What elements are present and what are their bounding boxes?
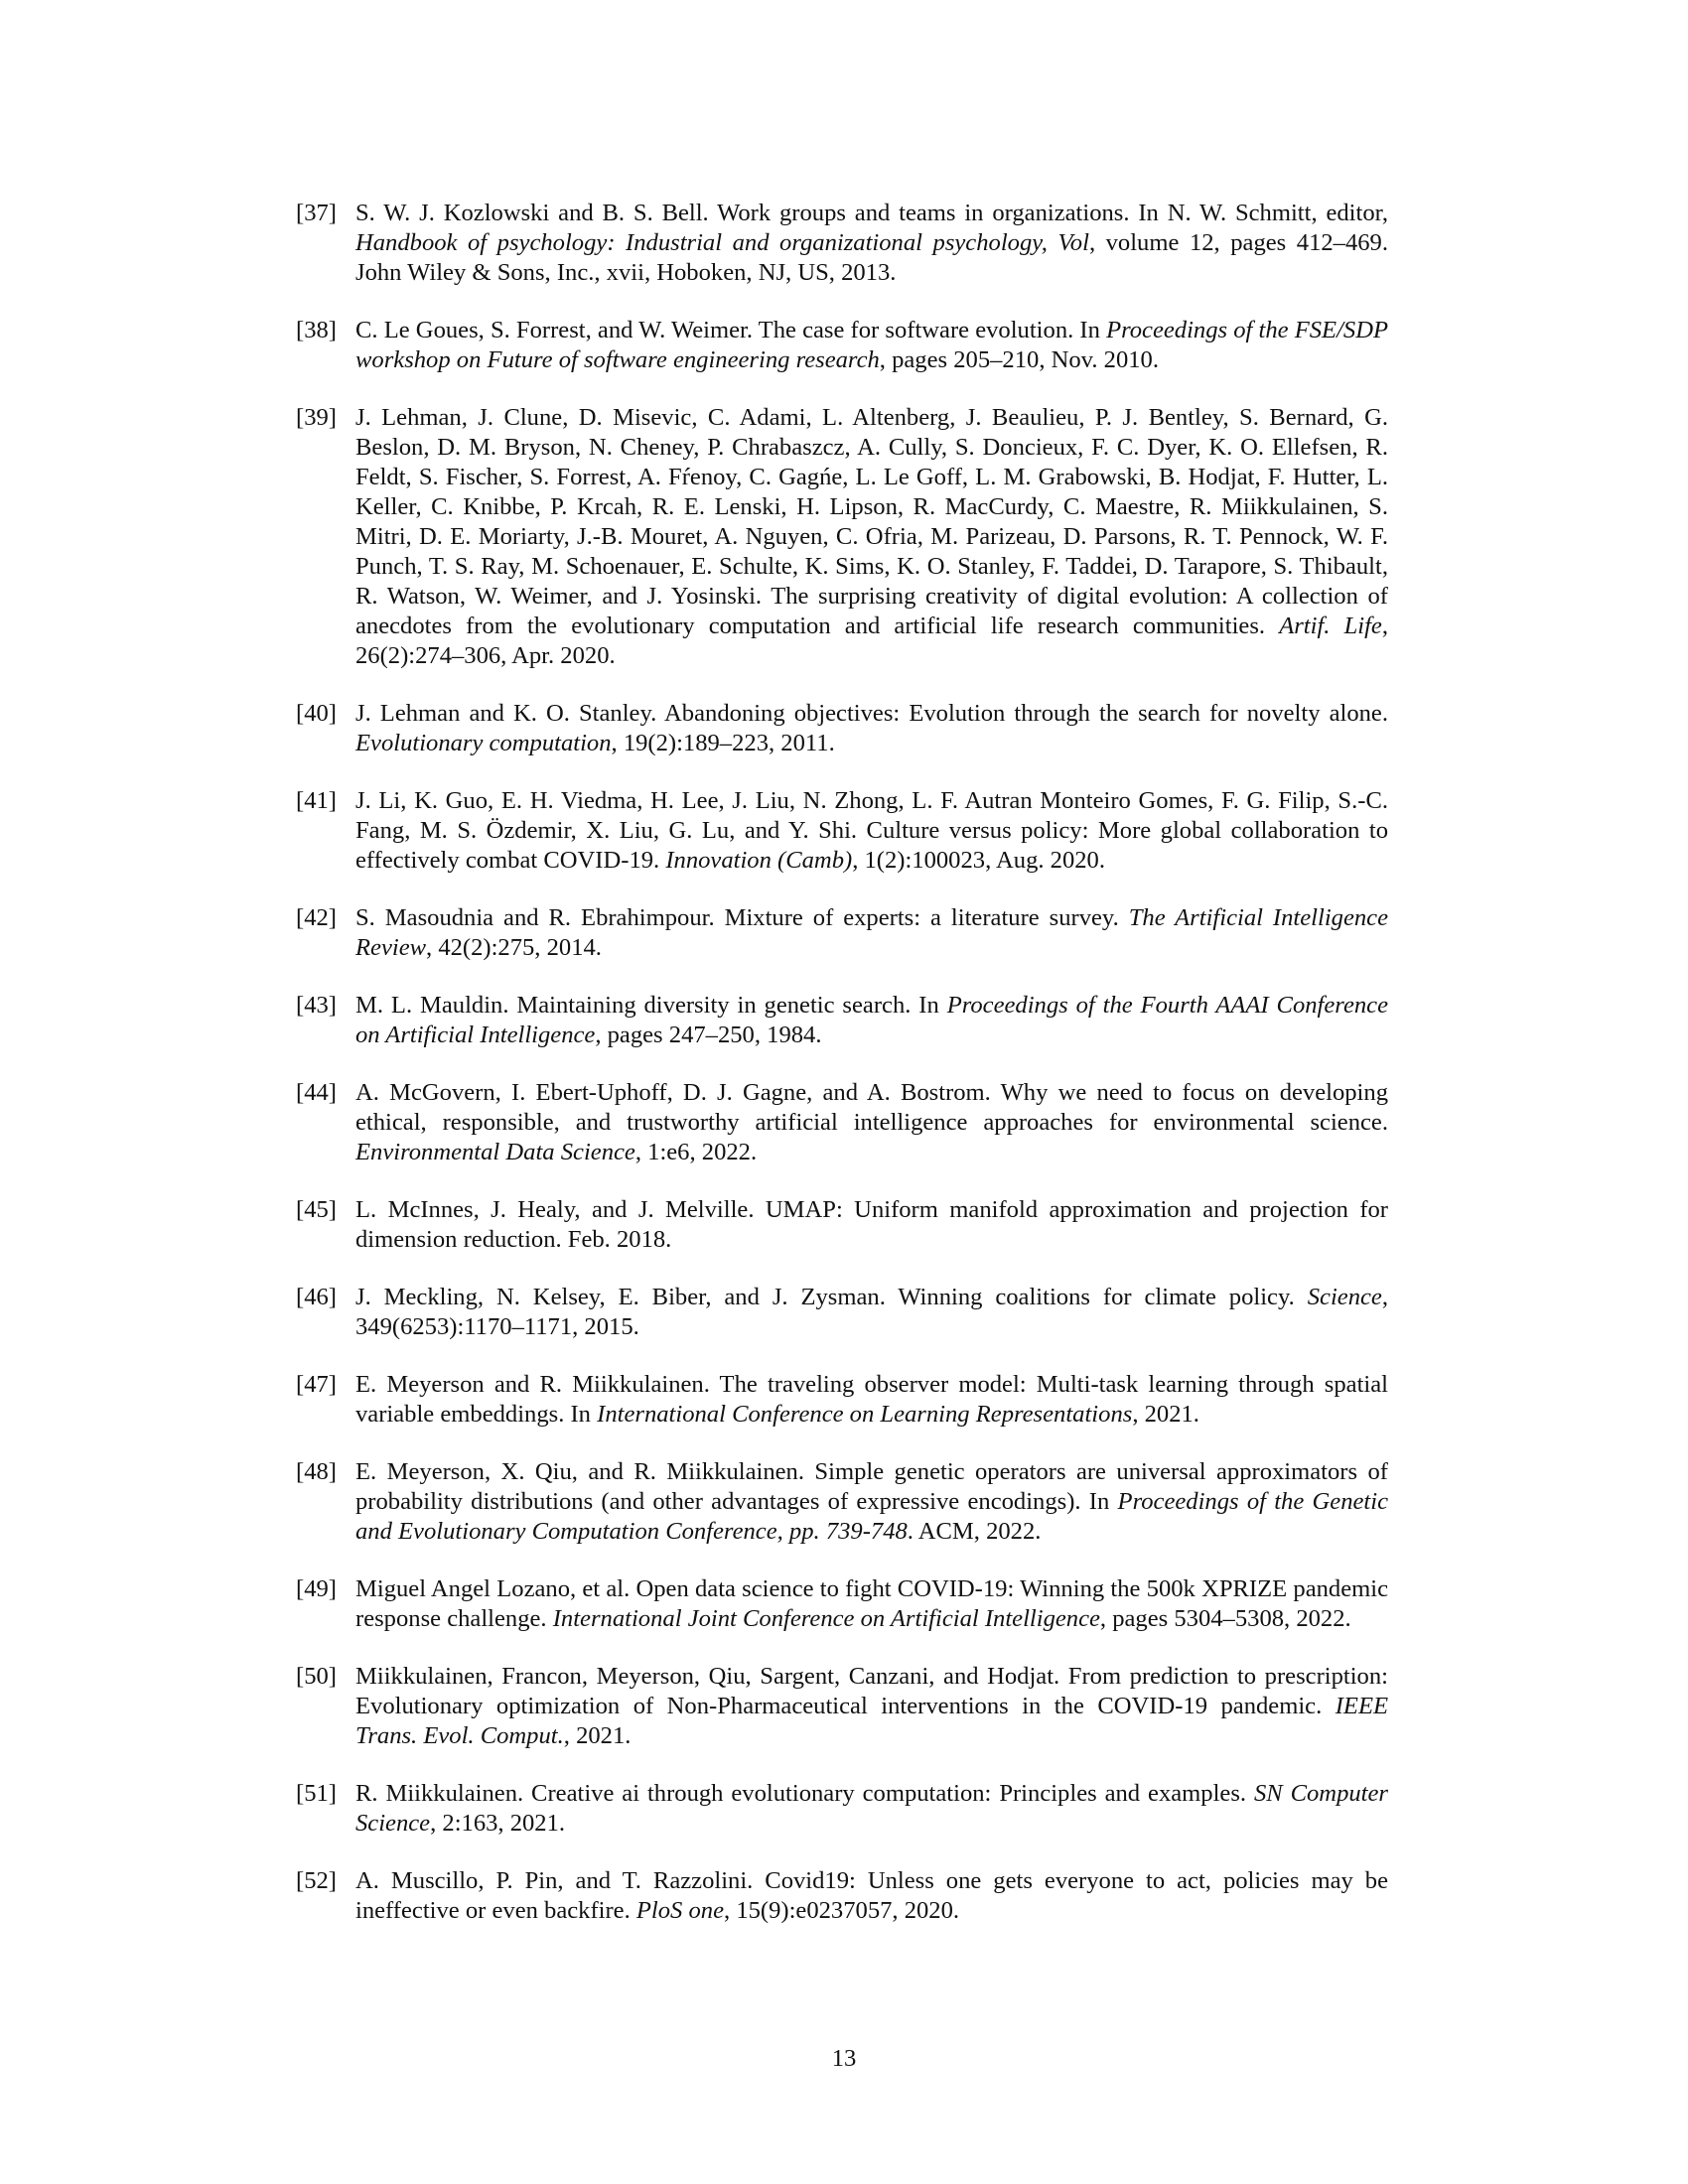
- reference-entry: [296, 199, 1388, 288]
- reference-venue: Artif. Life: [1279, 613, 1382, 639]
- reference-text: [355, 316, 1388, 375]
- reference-segment: , volume 12, pages 412–469. John Wiley & Sons, Inc., xvii, Hoboken, NJ, US, 2013.: [355, 229, 1388, 286]
- reference-entry: [296, 1078, 1388, 1167]
- reference-entry: [296, 699, 1388, 758]
- reference-venue: PloS one: [635, 1897, 725, 1924]
- reference-entry: [296, 1195, 1388, 1255]
- reference-text: [355, 1370, 1388, 1430]
- reference-venue: Innovation (Camb): [665, 847, 853, 874]
- reference-venue: Environmental Data Science: [355, 1139, 635, 1165]
- reference-number: [39]: [296, 404, 337, 431]
- reference-segment: , 2:163, 2021.: [430, 1810, 566, 1837]
- reference-number: [37]: [296, 200, 337, 226]
- reference-number: [41]: [296, 787, 337, 814]
- reference-text: [355, 1078, 1388, 1167]
- reference-number: [38]: [296, 317, 337, 343]
- reference-segment: J. Meckling, N. Kelsey, E. Biber, and J. Zysman. Winning coalitions for climate policy.: [355, 1284, 1308, 1310]
- reference-segment: R. Miikkulainen. Creative ai through evolutionary computation: Principles and examples.: [355, 1780, 1254, 1807]
- reference-segment: , 2021.: [563, 1722, 632, 1749]
- reference-segment: , 19(2):189–223, 2011.: [611, 730, 835, 756]
- reference-entry: [296, 403, 1388, 671]
- reference-segment: S. Masoudnia and R. Ebrahimpour. Mixture of experts: a literature survey.: [355, 904, 1129, 931]
- reference-segment: Miguel Angel Lozano, et al. Open data science to fight COVID-19: Winning the 500k XPRIZE pandemic response challenge.: [355, 1575, 1388, 1632]
- reference-segment: E. Meyerson, X. Qiu, and R. Miikkulainen. Simple genetic operators are universal approximators of probability distributions (and other advantages of expressive encodings). In: [355, 1458, 1388, 1515]
- reference-entry: [296, 903, 1388, 963]
- reference-text: [355, 1195, 1388, 1255]
- reference-text: [355, 199, 1388, 288]
- reference-text: [355, 1574, 1388, 1634]
- reference-segment: M. L. Mauldin. Maintaining diversity in genetic search. In: [355, 992, 947, 1019]
- reference-segment: , pages 5304–5308, 2022.: [1099, 1605, 1351, 1632]
- reference-segment: , 1(2):100023, Aug. 2020.: [852, 847, 1105, 874]
- reference-entry: [296, 786, 1388, 876]
- reference-venue: Proceedings of the Fourth AAAI Conference on Artificial Intelligence: [355, 992, 1388, 1048]
- reference-text: [355, 1779, 1388, 1839]
- reference-number: [44]: [296, 1079, 337, 1106]
- reference-text: [355, 403, 1388, 671]
- reference-number: [48]: [296, 1458, 337, 1485]
- reference-list: [296, 199, 1388, 1954]
- reference-entry: [296, 1866, 1388, 1926]
- reference-text: [355, 1457, 1388, 1547]
- reference-segment: S. W. J. Kozlowski and B. S. Bell. Work groups and teams in organizations. In N. W. Schmitt, editor,: [355, 200, 1388, 226]
- reference-segment: J. Li, K. Guo, E. H. Viedma, H. Lee, J. Liu, N. Zhong, L. F. Autran Monteiro Gomes, F. G. Filip, S.-C. Fang, M. S. Özdemir, X. Liu, G. Lu, and Y. Shi. Culture versus policy: More global collaboration to effectively combat COVID-19.: [355, 787, 1388, 874]
- reference-number: [49]: [296, 1575, 337, 1602]
- reference-segment: , 42(2):275, 2014.: [426, 934, 602, 961]
- reference-number: [45]: [296, 1196, 337, 1223]
- reference-entry: [296, 1457, 1388, 1547]
- reference-segment: , 15(9):e0237057, 2020.: [724, 1897, 960, 1924]
- reference-venue: International Joint Conference on Artificial Intelligence: [552, 1605, 1100, 1632]
- reference-text: [355, 786, 1388, 876]
- reference-text: [355, 699, 1388, 758]
- reference-segment: E. Meyerson and R. Miikkulainen. The traveling observer model: Multi-task learning through spatial variable embeddings. In: [355, 1371, 1388, 1428]
- reference-venue: International Conference on Learning Representations: [597, 1401, 1133, 1428]
- reference-segment: J. Lehman, J. Clune, D. Misevic, C. Adami, L. Altenberg, J. Beaulieu, P. J. Bentley, S. Bernard, G. Beslon, D. M. Bryson, N. Cheney, P. Chrabaszcz, A. Cully, S. Doncieux, F. C. Dyer, K. O. Ellefsen, R. Feldt, S. Fischer, S. Forrest, A. Fŕenoy, C. Gagńe, L. Le Goff, L. M. Grabowski, B. Hodjat, F. Hutter, L. Keller, C. Knibbe, P. Krcah, R. E. Lenski, H. Lipson, R. MacCurdy, C. Maestre, R. Miikkulainen, S. Mitri, D. E. Moriarty, J.-B. Mouret, A. Nguyen, C. Ofria, M. Parizeau, D. Parsons, R. T. Pennock, W. F. Punch, T. S. Ray, M. Schoenauer, E. Schulte, K. Sims, K. O. Stanley, F. Taddei, D. Tarapore, S. Thibault, R. Watson, W. Weimer, and J. Yosinski. The surprising creativity of digital evolution: A collection of anecdotes from the evolutionary computation and artificial life research communities.: [355, 404, 1388, 639]
- reference-segment: L. McInnes, J. Healy, and J. Melville. UMAP: Uniform manifold approximation and projection for dimension reduction. Feb. 2018.: [355, 1196, 1388, 1253]
- reference-segment: . ACM, 2022.: [907, 1518, 1042, 1545]
- reference-text: [355, 1866, 1388, 1926]
- reference-entry: [296, 1574, 1388, 1634]
- reference-segment: C. Le Goues, S. Forrest, and W. Weimer. The case for software evolution. In: [355, 317, 1107, 343]
- reference-text: [355, 903, 1388, 963]
- reference-venue: SN Computer Science: [355, 1780, 1388, 1837]
- reference-number: [50]: [296, 1663, 337, 1690]
- reference-segment: A. Muscillo, P. Pin, and T. Razzolini. Covid19: Unless one gets everyone to act, policies may be ineffective or even backfire.: [355, 1867, 1388, 1924]
- reference-number: [46]: [296, 1284, 337, 1310]
- reference-entry: [296, 1283, 1388, 1342]
- reference-text: [355, 1662, 1388, 1751]
- reference-segment: , 1:e6, 2022.: [634, 1139, 758, 1165]
- reference-number: [52]: [296, 1867, 337, 1894]
- reference-entry: [296, 316, 1388, 375]
- reference-segment: , pages 247–250, 1984.: [595, 1022, 822, 1048]
- reference-venue: Evolutionary computation: [355, 730, 612, 756]
- reference-venue: Science: [1307, 1284, 1382, 1310]
- reference-segment: Miikkulainen, Francon, Meyerson, Qiu, Sargent, Canzani, and Hodjat. From prediction to prescription: Evolutionary optimization of Non-Pharmaceutical interventions in the COVID-19 pandemic.: [355, 1663, 1388, 1719]
- reference-entry: [296, 1662, 1388, 1751]
- reference-number: [40]: [296, 700, 337, 727]
- reference-segment: , 349(6253):1170–1171, 2015.: [355, 1284, 1388, 1340]
- reference-venue: IEEE Trans. Evol. Comput.: [355, 1693, 1388, 1749]
- reference-number: [47]: [296, 1371, 337, 1398]
- reference-number: [43]: [296, 992, 337, 1019]
- reference-text: [355, 1283, 1388, 1342]
- reference-segment: , 2021.: [1132, 1401, 1199, 1428]
- reference-segment: J. Lehman and K. O. Stanley. Abandoning objectives: Evolution through the search for novelty alone.: [355, 700, 1388, 727]
- reference-venue: Handbook of psychology: Industrial and organizational psychology, Vol: [355, 229, 1089, 256]
- reference-text: [355, 991, 1388, 1050]
- reference-venue: Proceedings of the FSE/SDP workshop on Future of software engineering research: [355, 317, 1388, 373]
- page-number: 13: [831, 2045, 857, 2072]
- reference-entry: [296, 991, 1388, 1050]
- reference-segment: , 26(2):274–306, Apr. 2020.: [355, 613, 1388, 669]
- reference-number: [51]: [296, 1780, 337, 1807]
- reference-entry: [296, 1370, 1388, 1430]
- reference-venue: Proceedings of the Genetic and Evolutionary Computation Conference, pp. 739-748: [355, 1488, 1388, 1545]
- reference-segment: A. McGovern, I. Ebert-Uphoff, D. J. Gagne, and A. Bostrom. Why we need to focus on developing ethical, responsible, and trustworthy artificial intelligence approaches for environmental science.: [355, 1079, 1388, 1136]
- reference-number: [42]: [296, 904, 337, 931]
- reference-venue: The Artificial Intelligence Review: [355, 904, 1389, 961]
- reference-entry: [296, 1779, 1388, 1839]
- reference-segment: , pages 205–210, Nov. 2010.: [879, 346, 1160, 373]
